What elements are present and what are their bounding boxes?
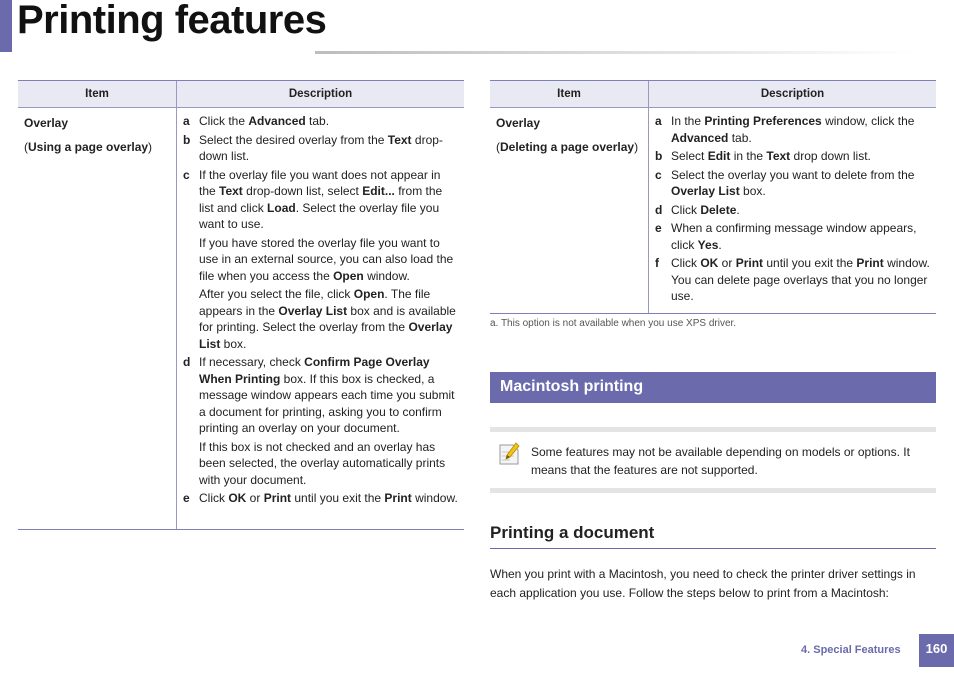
title-underline (315, 51, 915, 54)
item-subtitle: (Deleting a page overlay) (496, 139, 639, 154)
table-header-row (18, 81, 464, 108)
step-e: e Click OK or Print until you exit the Print window. (183, 491, 458, 505)
table-row (490, 108, 936, 314)
title-accent-bar (0, 0, 12, 52)
step-d: d Click Delete. (655, 202, 740, 217)
step-c: c Select the overlay you want to delete from the Overlay List box. (655, 167, 915, 198)
step-e: e When a confirming message window appears, click Yes. (655, 221, 917, 252)
step-a: a In the Printing Preferences window, click the Advanced tab. (655, 114, 915, 145)
item-cell (490, 108, 649, 314)
footer-section-label: 4. Special Features (801, 644, 901, 656)
table-header-row (490, 81, 936, 108)
header-item: Item (490, 81, 649, 108)
step-b: b Select the desired overlay from the Text drop-down list. (183, 132, 443, 163)
page-number: 160 (919, 634, 954, 667)
section-heading: Macintosh printing (490, 372, 936, 403)
step-c: c If the overlay file you want does not appear in the Text drop-down list, select Edit... from the list and click Load. Select the overlay file you want to use. If you have stored the overlay file you want to use in an external source, you can also load the file when you access the Open window. After you select the file, click Open. The file appears in the Overlay List box and is available for printing. Select the overlay from the Overlay List box. (183, 167, 456, 351)
item-name: Overlay (496, 116, 541, 130)
description-cell (177, 108, 465, 530)
item-cell (18, 108, 177, 530)
note-pencil-icon (498, 442, 520, 466)
item-name: Overlay (24, 116, 69, 130)
body-paragraph: When you print with a Macintosh, you need to check the printer driver settings in each application you use. Follow the steps below to print from a Macintosh: (490, 567, 916, 600)
item-subtitle: (Using a page overlay) (24, 139, 153, 154)
note-box (490, 427, 936, 493)
step-f: f Click OK or Print until you exit the Print window. You can delete page overlays that you no longer use. (655, 256, 930, 303)
description-cell (649, 108, 937, 314)
step-a: a Click the Advanced tab. (183, 114, 330, 128)
overlay-deleting-table (490, 80, 936, 314)
header-item: Item (18, 81, 177, 108)
footnote: a. This option is not available when you use XPS driver. (490, 318, 737, 329)
note-text: Some features may not be available depending on models or options. It means that the features are not supported. (531, 445, 910, 477)
page-title: Printing features (17, 0, 327, 42)
header-description: Description (649, 81, 937, 108)
subheading: Printing a document (490, 523, 936, 549)
header-description: Description (177, 81, 465, 108)
table-row (18, 108, 464, 530)
step-d: d If necessary, check Confirm Page Overlay When Printing box. If this box is checked, a message window appears each time you submit a document for printing, asking you to confirm printing an overlay on your document. If this box is not checked and an overlay has been selected, the overlay automatically prints with your document. (183, 355, 455, 487)
step-b: b Select Edit in the Text drop down list. (655, 149, 871, 163)
overlay-using-table (18, 80, 464, 530)
